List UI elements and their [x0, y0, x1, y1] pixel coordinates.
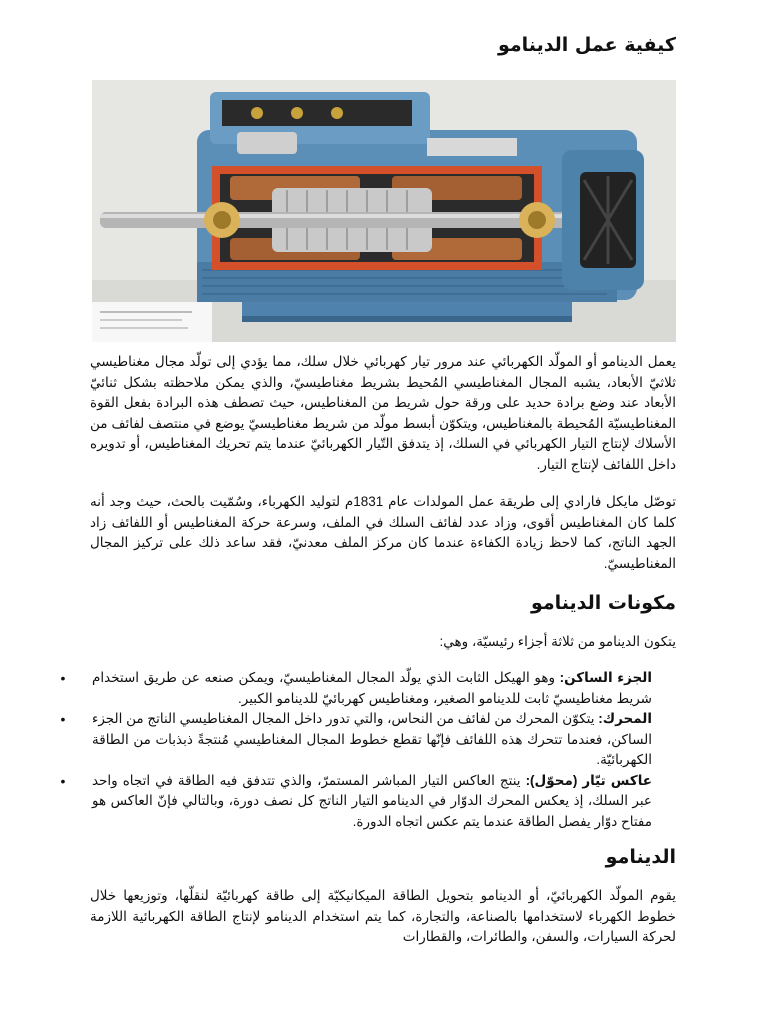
- list-item: [60, 668, 652, 709]
- motor-cutaway-image: [92, 80, 676, 342]
- paragraph-components-intro: يتكون الدينامو من ثلاثة أجزاء رئيسيّة، وهي:: [439, 634, 676, 649]
- paragraph-how-it-works: يعمل الدينامو أو المولّد الكهربائي عند مرور تيار كهربائي خلال سلك، مما يؤدي إلى تولّد مجال مغناطيسي ثلاثيّ الأبعاد، يشبه المجال المغناطيسي المُحيط بشريط مغناطيسيّ، والذي يمكن ملاحظته بشكل ثنائيّ الأبعاد عند وضع برادة حديد على ورقة حول شريط من المغناطيس، حيث تصطف هذه البرادة بفعل القوة المغناطيسيّة المُحيطة بالمغناطيس، ويتكوّن أبسط مولّد من شريط مغناطيسيّ يوضع في منتصف لفائف من الأسلاك لإنتاج التيار الكهربائي في السلك، إذ يتدفق التّيار الكهربائيّ عندما يتم تحريك المغناطيس، أو تدويره داخل اللفائف لإنتاج التيار.: [90, 354, 676, 472]
- list-item-term: عاكس تيّار (محوّل):: [525, 772, 652, 788]
- list-item-term: الجزء الساكن:: [559, 670, 652, 685]
- section-heading-components: مكونات الدينامو: [530, 592, 676, 614]
- list-item-text: يتكوّن المحرك من لفائف من النحاس، والتي تدور داخل المجال المغناطيسي الناتج من الجزء الساكن، فعندما تتحرك هذه اللفائف فإنّها تقطع خطوط المجال المغناطيسي مُنتجةً ذبذبات من الطاقة الكهربائيّة.: [92, 711, 652, 767]
- paragraph-dynamo-uses: يقوم المولّد الكهربائيّ، أو الدينامو بتحويل الطاقة الميكانيكيّة إلى طاقة كهربائيّة لنقلّها، وتوزيعها خلال خطوط الكهرباء لاستخدامها بالصناعة، والتجارة، كما يتم استخدام الدينامو لإنتاج الطاقة الكهربائية اللازمة لحركة السيارات، والسفن، والطائرات، والقطارات: [90, 888, 676, 944]
- list-item-term: المحرك:: [598, 711, 652, 726]
- bullet-icon: •: [60, 772, 66, 789]
- page-title: كيفية عمل الدينامو: [498, 34, 676, 56]
- paragraph-faraday: توصّل مايكل فارادي إلى طريقة عمل المولدات عام 1831م لتوليد الكهرباء، وسُمّيت بالحث، حيث وجد أنه كلما كان المغناطيس أقوى، وزاد عدد لفائف السلك في الملف، وسرعة حركة المغناطيس أو اللفائف زاد الجهد الناتج، كما لاحظ زيادة الكفاءة عندما كان مركز الملف معدنيّ، فقد ساعد ذلك على تركيز المجال المغناطيسيّ.: [90, 494, 677, 571]
- bullet-icon: •: [60, 670, 66, 686]
- list-item-text: ينتج العاكس التيار المباشر المستمرّ، والذي تتدفق فيه الطاقة في اتجاه واحد عبر السلك، إذ يعكس المحرك الدوّار في الدينامو التيار الناتج كل نصف دورة، وبالتالي فإنّ العاكس هو مفتاح دوّار يفصل الطاقة عندما يتم عكس اتجاه الدورة.: [92, 772, 652, 829]
- list-item: [60, 709, 652, 771]
- components-list: [60, 668, 676, 832]
- bullet-icon: •: [60, 711, 66, 727]
- list-item-text: وهو الهيكل الثابت الذي يولّد المجال المغناطيسيّ، ويمكن صنعه عن طريق استخدام شريط مغناطيسيّ ثابت للدينامو الصغير، ومغناطيس كهربائيّ للدينامو الكبير.: [92, 670, 652, 706]
- section-heading-dynamo: الدينامو: [605, 846, 676, 868]
- list-item: [60, 771, 652, 833]
